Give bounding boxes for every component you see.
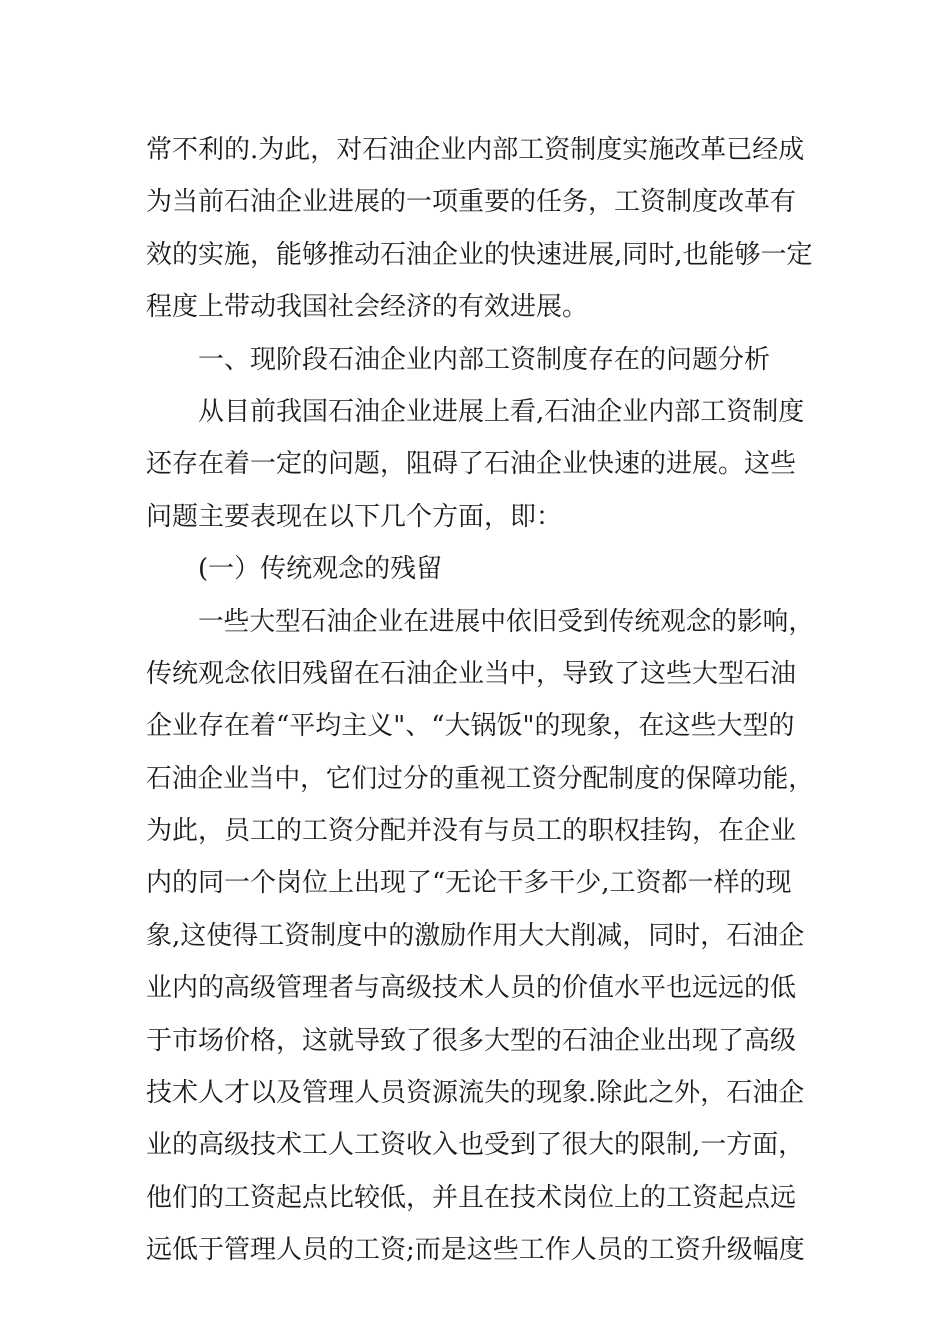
- text-line: 企业存在着“平均主义"、“大锅饭"的现象，在这些大型的: [146, 711, 795, 742]
- text-line: 业内的高级管理者与高级技术人员的价值水平也远远的低: [146, 973, 797, 1004]
- paragraph-start: 一些大型石油企业在进展中依旧受到传统观念的影响，: [198, 606, 815, 637]
- text-line: 常不利的.为此，对石油企业内部工资制度实施改革已经成: [146, 135, 805, 165]
- text-line: 远低于管理人员的工资;而是这些工作人员的工资升级幅度: [146, 1235, 805, 1266]
- text-line: 业的高级技术工人工资收入也受到了很大的限制,一方面，: [146, 1130, 805, 1161]
- text-line: 石油企业当中，它们过分的重视工资分配制度的保障功能，: [146, 763, 814, 794]
- text-line: 于市场价格，这就导致了很多大型的石油企业出现了高级: [146, 1025, 797, 1056]
- text-line: 内的同一个岗位上出现了“无论干多干少,工资都一样的现: [146, 868, 792, 899]
- text-line: 为当前石油企业进展的一项重要的任务，工资制度改革有: [146, 187, 797, 218]
- paragraph-start: 从目前我国石油企业进展上看,石油企业内部工资制度: [198, 396, 805, 427]
- text-line: 效的实施，能够推动石油企业的快速进展,同时,也能够一定: [146, 239, 813, 270]
- subsection-heading: (一）传统观念的残留: [198, 554, 443, 585]
- text-line: 象,这使得工资制度中的激励作用大大削减，同时，石油企: [146, 920, 805, 951]
- text-line: 传统观念依旧残留在石油企业当中，导致了这些大型石油: [146, 658, 797, 689]
- body-text: [146, 124, 816, 1277]
- text-line: 问题主要表现在以下几个方面，即：: [146, 501, 563, 532]
- section-heading: 一、现阶段石油企业内部工资制度存在的问题分析: [198, 344, 771, 375]
- text-line: 程度上带动我国社会经济的有效进展。: [146, 292, 589, 323]
- text-line: 还存在着一定的问题，阻碍了石油企业快速的进展。这些: [146, 449, 797, 480]
- text-line: 技术人才以及管理人员资源流失的现象.除此之外，石油企: [146, 1078, 805, 1109]
- text-line: 为此，员工的工资分配并没有与员工的职权挂钩，在企业: [146, 816, 797, 847]
- text-line: 他们的工资起点比较低，并且在技术岗位上的工资起点远: [146, 1182, 797, 1213]
